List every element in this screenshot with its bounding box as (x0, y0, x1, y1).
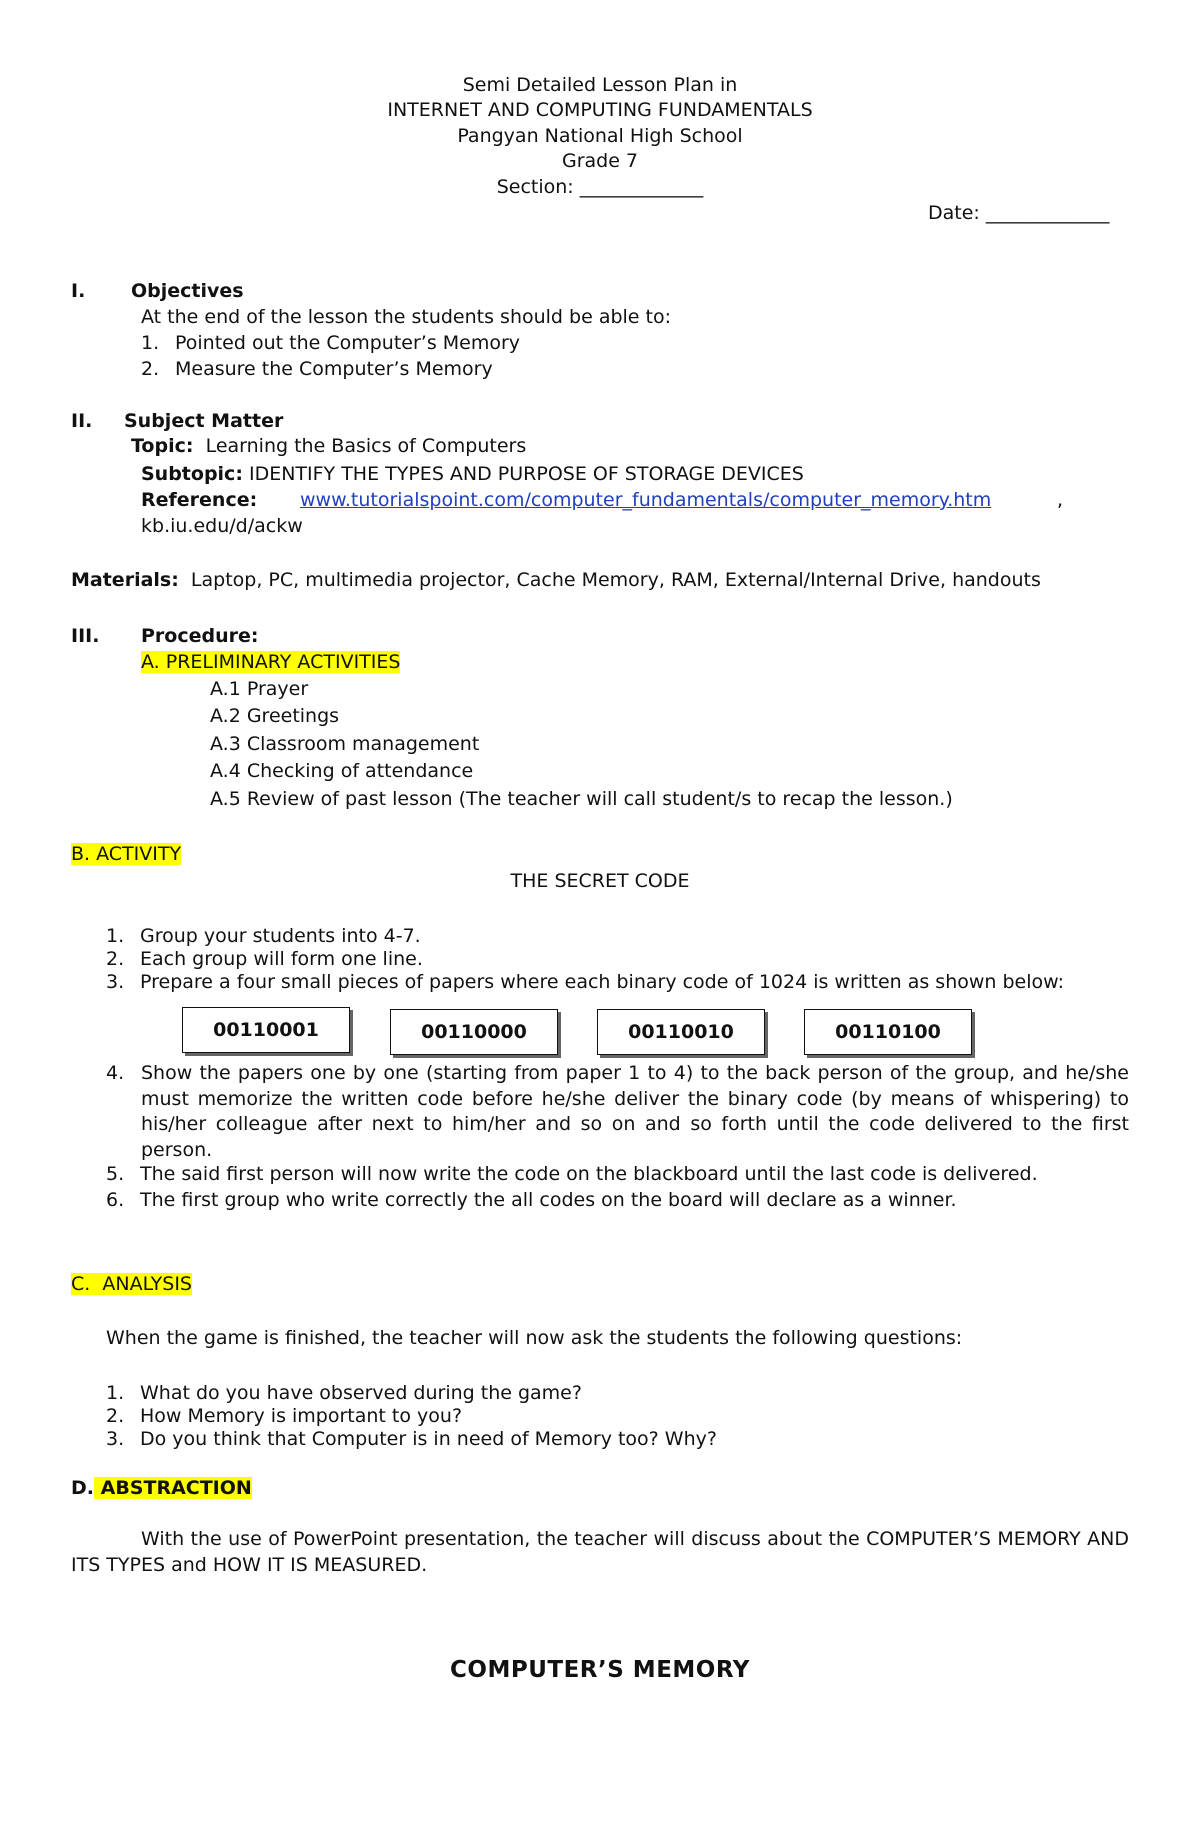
step-text: Group your students into 4-7. (140, 925, 421, 947)
question-number: 3. (106, 1428, 125, 1450)
reference-secondary: kb.iu.edu/d/ackw (141, 515, 303, 537)
step-number: 4. (106, 1062, 125, 1084)
doc-title-grade: Grade 7 (561, 150, 639, 172)
subtopic-value: IDENTIFY THE TYPES AND PURPOSE OF STORAGE DEVICES (248, 463, 804, 485)
preliminary-heading (141, 650, 400, 674)
step-number: 6. (106, 1189, 125, 1211)
objectives-heading: Objectives (131, 280, 244, 302)
step-text: The first group who write correctly the all codes on the board will declare as a winner. (140, 1189, 957, 1211)
subtopic-line (141, 462, 804, 486)
activity-heading-text: B. ACTIVITY (71, 843, 182, 865)
question-number: 1. (106, 1382, 125, 1404)
computers-memory-heading: COMPUTER’S MEMORY (450, 1657, 750, 1683)
activity-step (106, 947, 423, 971)
step-text: Prepare a four small pieces of papers where each binary code of 1024 is written as shown below: (140, 971, 1065, 993)
activity-heading (71, 842, 181, 866)
analysis-heading (71, 1272, 192, 1296)
objectives-numeral: I. (71, 280, 86, 302)
analysis-question (106, 1381, 582, 1405)
abstraction-letter: D. (71, 1477, 94, 1499)
abstraction-heading-text: ABSTRACTION (94, 1477, 252, 1499)
subject-heading: Subject Matter (124, 410, 284, 432)
doc-title-subject: INTERNET AND COMPUTING FUNDAMENTALS (387, 99, 813, 121)
binary-code-card: 00110001 (182, 1007, 350, 1053)
binary-code-card: 00110100 (804, 1009, 972, 1055)
section-field: Section: _____________ (496, 176, 704, 198)
step-number: 2. (106, 948, 125, 970)
question-text: How Memory is important to you? (140, 1405, 463, 1427)
activity-step (106, 970, 1064, 994)
objective-text: Measure the Computer’s Memory (175, 358, 493, 380)
subtopic-label: Subtopic: (141, 463, 243, 485)
doc-title-line1: Semi Detailed Lesson Plan in (462, 74, 738, 96)
topic-value: Learning the Basics of Computers (205, 435, 527, 457)
analysis-heading-text: C. ANALYSIS (71, 1273, 192, 1295)
materials-line (71, 568, 1041, 592)
preliminary-heading-text: A. PRELIMINARY ACTIVITIES (141, 651, 401, 673)
step-number: 3. (106, 971, 125, 993)
objective-number: 1. (141, 332, 160, 354)
abstraction-paragraph: With the use of PowerPoint presentation, the teacher will discuss about the COMPUTER’S MEMORY AND ITS TYPES and HOW IT IS MEASURED. (71, 1528, 1129, 1576)
analysis-question (106, 1427, 717, 1451)
abstraction-heading (71, 1476, 252, 1500)
objective-item (141, 331, 520, 355)
reference-link[interactable]: www.tutorialspoint.com/computer_fundamentals/computer_memory.htm (300, 489, 992, 511)
materials-text: Laptop, PC, multimedia projector, Cache Memory, RAM, External/Internal Drive, handouts (190, 569, 1041, 591)
objectives-intro: At the end of the lesson the students should be able to: (141, 306, 672, 328)
analysis-question (106, 1404, 462, 1428)
objective-number: 2. (141, 358, 160, 380)
prelim-item: A.3 Classroom management (210, 733, 480, 755)
doc-title-school: Pangyan National High School (457, 125, 743, 147)
subject-numeral: II. (71, 410, 93, 432)
topic-line (131, 434, 526, 458)
question-text: What do you have observed during the game? (140, 1382, 582, 1404)
objective-item (141, 357, 493, 381)
binary-code-card: 00110000 (390, 1009, 558, 1055)
prelim-item: A.1 Prayer (210, 678, 309, 700)
procedure-numeral: III. (71, 625, 100, 647)
step-text-long: Show the papers one by one (starting from paper 1 to 4) to the back person of the group, and he/she must memorize the written code before he/she deliver the binary code (by means of whispering) to his/her colleague after next to him/her and so on and so forth until the code delivered to the first person. (141, 1062, 1129, 1161)
step-number: 5. (106, 1163, 125, 1185)
activity-subtitle: THE SECRET CODE (510, 870, 690, 892)
binary-code-card: 00110010 (597, 1009, 765, 1055)
reference-comma: , (1057, 489, 1064, 511)
objective-text: Pointed out the Computer’s Memory (175, 332, 521, 354)
step-text: Each group will form one line. (140, 948, 423, 970)
question-text: Do you think that Computer is in need of Memory too? Why? (140, 1428, 717, 1450)
activity-step (106, 1162, 1038, 1186)
activity-step (106, 924, 421, 948)
activity-step (106, 1188, 957, 1212)
materials-label: Materials: (71, 569, 179, 591)
step-text: The said first person will now write the code on the blackboard until the last code is delivered. (140, 1163, 1038, 1185)
step-number: 1. (106, 925, 125, 947)
question-number: 2. (106, 1405, 125, 1427)
analysis-intro: When the game is finished, the teacher will now ask the students the following questions: (106, 1327, 963, 1349)
date-field: Date: _____________ (928, 202, 1110, 224)
prelim-item: A.5 Review of past lesson (The teacher will call student/s to recap the lesson.) (210, 788, 953, 810)
prelim-item: A.2 Greetings (210, 705, 340, 727)
topic-label: Topic: (131, 435, 194, 457)
reference-label: Reference: (141, 489, 258, 511)
procedure-heading: Procedure: (141, 625, 259, 647)
prelim-item: A.4 Checking of attendance (210, 760, 474, 782)
